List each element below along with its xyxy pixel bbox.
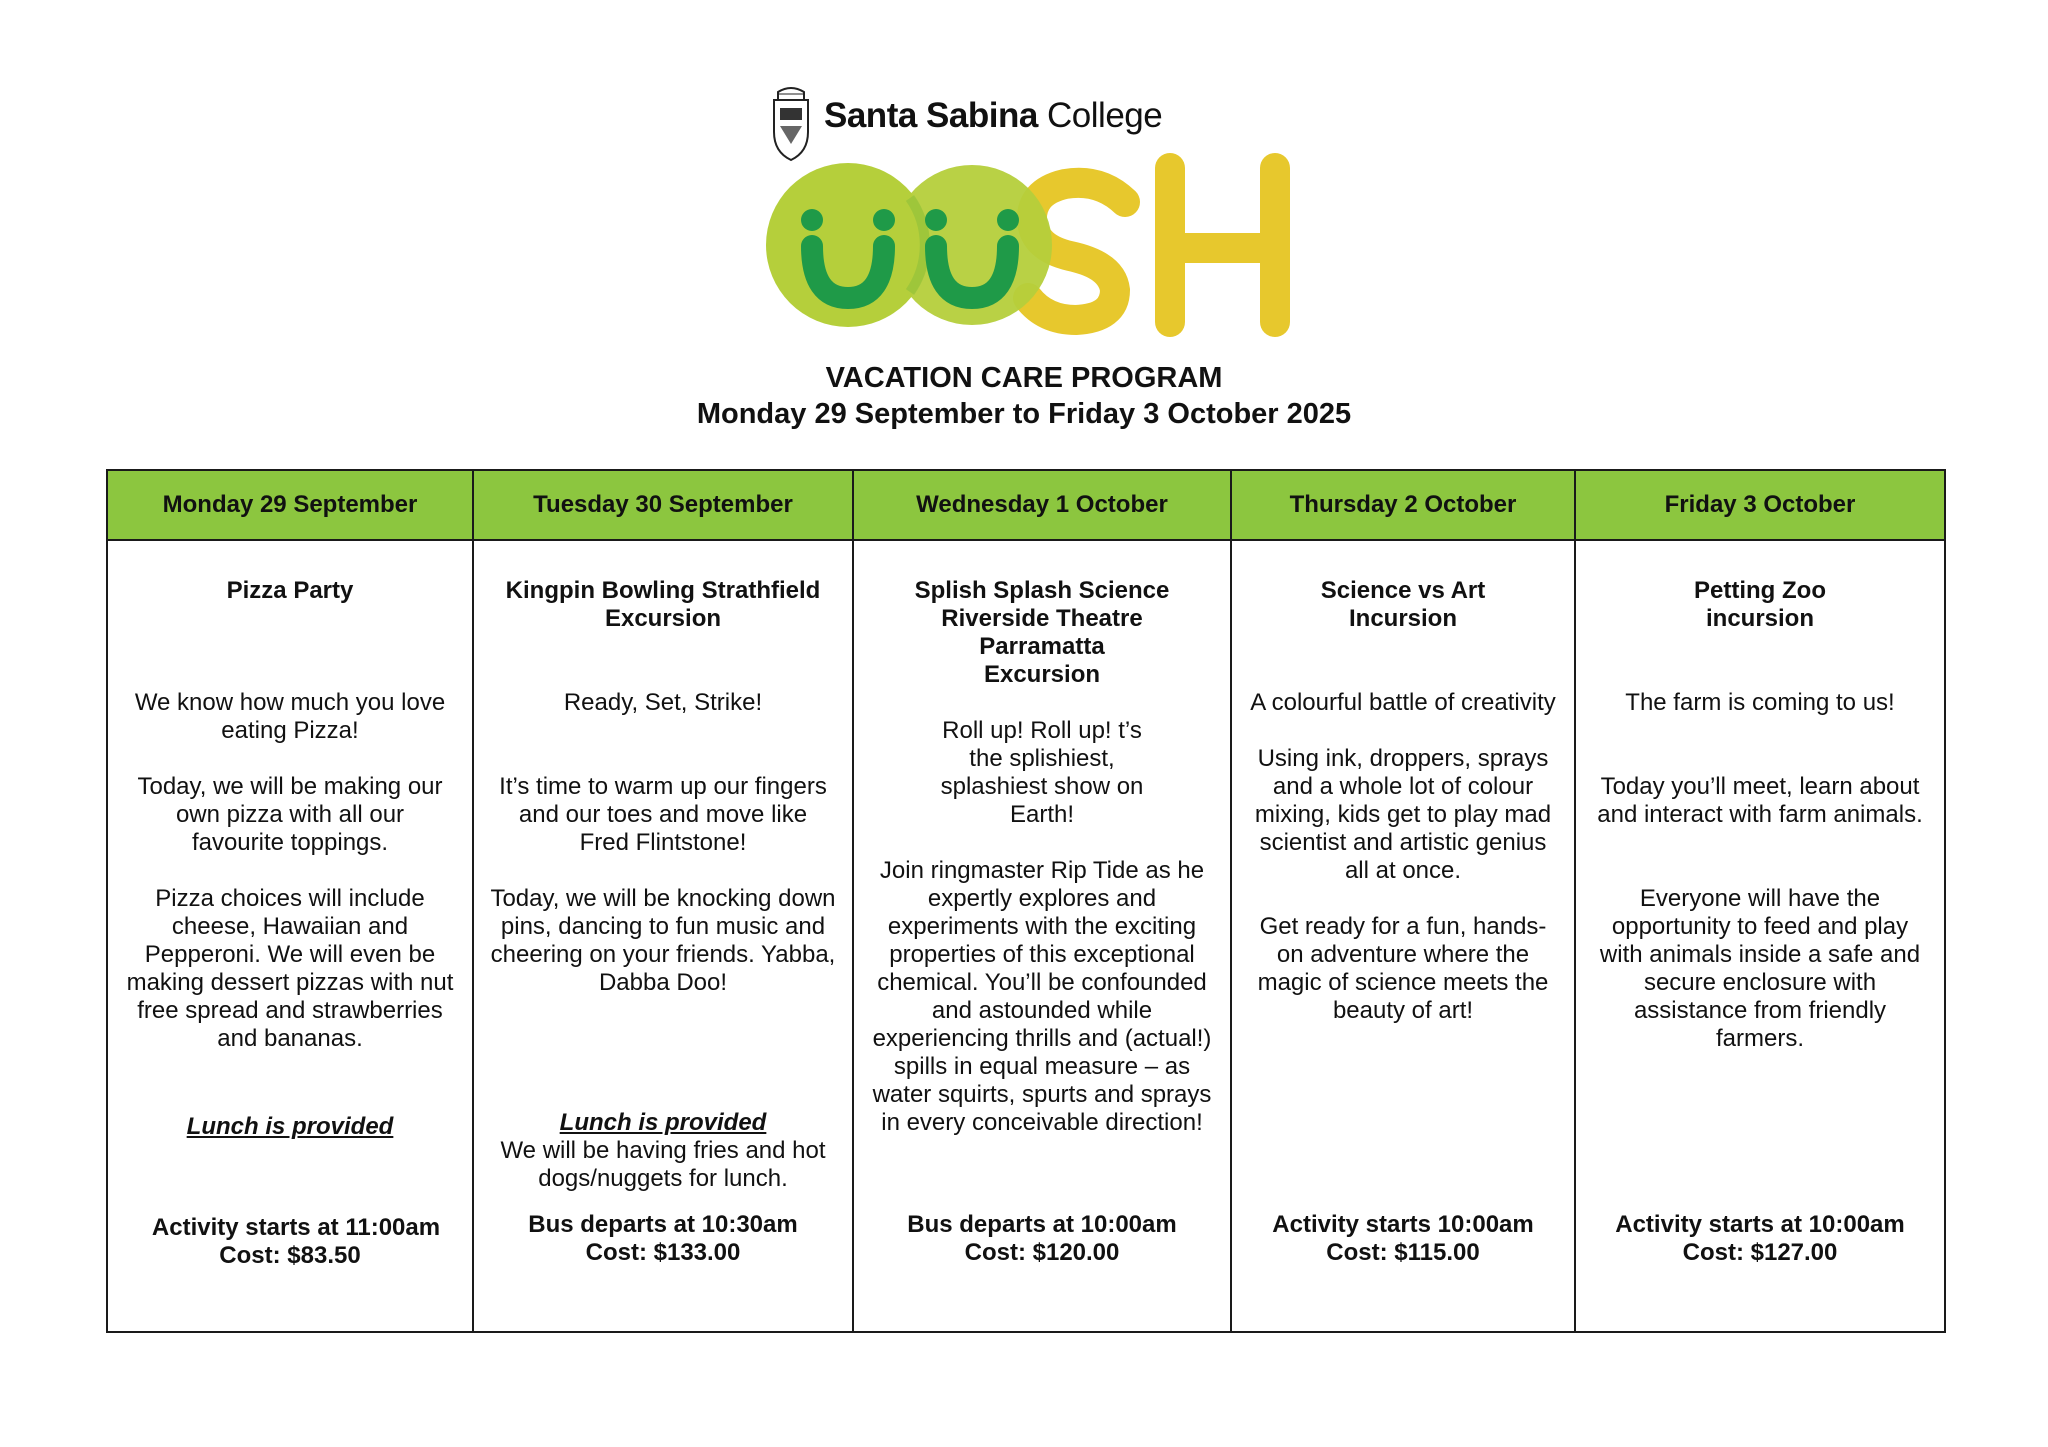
program-table [106, 469, 1946, 1333]
activity-title: Petting Zoo incursion [1694, 577, 1826, 632]
day-cell-friday [1575, 540, 1945, 1332]
activity-description: The farm is coming to us! Today you’ll meet, learn about and interact with farm animals. Everyone will have the opportunity to feed and play with animals inside a safe and secure enclosure with assistance from friendly farmers. [1597, 689, 1923, 1052]
activity-title: Splish Splash Science Riverside Theatre Parramatta Excursion [914, 577, 1170, 688]
program-title: VACATION CARE PROGRAM [825, 362, 1223, 394]
activity-description: Ready, Set, Strike! It’s time to warm up our fingers and our toes and move like Fred Flintstone! Today, we will be knocking down pins, dancing to fun music and cheering on your friends. Yabba, Dabba Doo! [490, 689, 836, 996]
activity-title: Kingpin Bowling Strathfield Excursion [505, 577, 821, 632]
day-cell-monday [107, 540, 473, 1332]
activity-start-cost: Activity starts at 10:00am Cost: $127.00 [1615, 1211, 1905, 1266]
activity-description: We know how much you love eating Pizza! Today, we will be making our own pizza with all our favourite toppings. Pizza choices will include cheese, Hawaiian and Pepperoni. We will even be making dessert pizzas with nut free spread and strawberries and bananas. [126, 689, 454, 1052]
activity-title: Pizza Party [226, 577, 354, 604]
activity-start-cost: Bus departs at 10:00am Cost: $120.00 [907, 1211, 1177, 1266]
day-header: Thursday 2 October [1231, 470, 1575, 540]
oosh-logo [760, 80, 1300, 340]
day-header: Friday 3 October [1575, 470, 1945, 540]
lunch-notice: Lunch is provided [559, 1109, 767, 1136]
day-cell-wednesday [853, 540, 1231, 1332]
activity-start-cost: Bus departs at 10:30am Cost: $133.00 [528, 1211, 798, 1266]
activity-description: A colourful battle of creativity Using ink, droppers, sprays and a whole lot of colour mixing, kids get to play mad scientist and artistic genius all at once. Get ready for a fun, hands-on adventure where the magic of science meets the beauty of art! [1250, 689, 1556, 1024]
day-header: Tuesday 30 September [473, 470, 853, 540]
day-cell-thursday [1231, 540, 1575, 1332]
program-dates: Monday 29 September to Friday 3 October 2025 [696, 398, 1352, 430]
activity-title: Science vs Art Incursion [1320, 577, 1486, 632]
activity-description: Roll up! Roll up! t’s the splishiest, splashiest show on Earth! Join ringmaster Rip Tide as he expertly explores and experiments with the exciting properties of this exceptional chemical. You’ll be confounded and astounded while experiencing thrills and (actual!) spills in equal measure – as water squirts, spurts and sprays in every conceivable direction! [872, 717, 1212, 1136]
table-row [107, 540, 1945, 1332]
lunch-notice: Lunch is provided [186, 1113, 394, 1140]
lunch-details: We will be having fries and hot dogs/nuggets for lunch. [500, 1137, 826, 1192]
activity-start-cost: Activity starts at 11:00am Cost: $83.50 [151, 1214, 441, 1269]
day-header: Wednesday 1 October [853, 470, 1231, 540]
day-cell-tuesday [473, 540, 853, 1332]
activity-start-cost: Activity starts 10:00am Cost: $115.00 [1272, 1211, 1534, 1266]
college-name: Santa Sabina College [824, 96, 1163, 135]
oosh-wordmark [760, 150, 1300, 340]
day-header: Monday 29 September [107, 470, 473, 540]
table-header-row [107, 470, 1945, 540]
